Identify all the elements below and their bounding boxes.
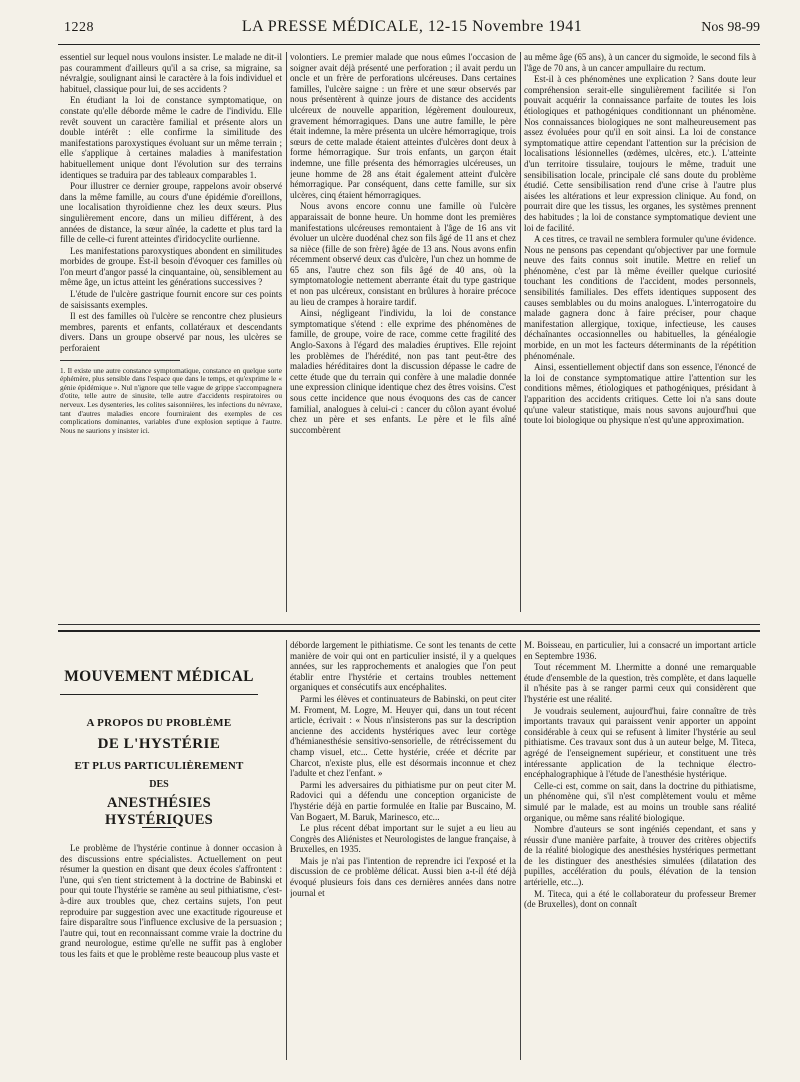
paragraph: Ainsi, négligeant l'individu, la loi de constance symptomatique s'étend : elle exprime des phénomènes de famille, de groupe, voire de race, comme cette fragilité des Anglo-Saxons à l'égard des maladies éruptives. Elle rejoint les problèmes de l'hérédité, non pas tant peut-être des maladies héréditaires dont la discussion dépasse le cadre de cette étude que du terrain qui confère à une maladie donnée une expression clinique identique chez des êtres voisins. C'est sous cette incidence que nous évoquons des cas de cancer familial, analogues à celui-ci : cancer du côlon ayant évolué chez un père et ses enfants. Le père et le fils aîné succombèrent xyxy=(290,308,516,435)
journal-title: LA PRESSE MÉDICALE, 12-15 Novembre 1941 xyxy=(241,18,583,35)
paragraph: A ces titres, ce travail ne semblera formuler qu'une évidence. Nous ne pensons pas cependant qu'objectiver par une formule neuve des faits connus soit inutile. Mettre en relief un phénomène, c'est par là même éveiller quelque curiosité touchant les conditions de l'accident, modes personnels, sensibilités familiales. Des effets identiques supposent des causes semblables ou du moins analogues. L'interrogatoire du malade gagnera donc à faire préciser, pour chaque manifestation allergique, toxique, infectieuse, les causes déchaînantes occasionnelles ou habituelles, la généalogie morbide, en un mot les facteurs déterminants de la répétition phénoménale. xyxy=(524,234,756,361)
paragraph: Tout récemment M. Lhermitte a donné une remarquable étude d'ensemble de la question, très complète, et dans laquelle il n'hésite pas à se ranger parmi ceux qui considèrent que l'hystérie est une réalité. xyxy=(524,662,756,704)
top-column-1 xyxy=(60,52,282,618)
article-title-line-2: DE L'HYSTÉRIE xyxy=(97,736,221,752)
paragraph: Les manifestations paroxystiques abondent en similitudes morbides de groupe. Est-il besoin d'évoquer ces familles où l'on meurt d'angor passé la cinquantaine, où, sensiblement au même âge, un ictus atteint les générations successives ? xyxy=(60,245,282,288)
column-divider xyxy=(520,640,521,1060)
paragraph: Celle-ci est, comme on sait, dans la doctrine du pithiatisme, un phénomène qui, s'il n'est complètement voulu et même simulé par le malade, est au moins un trouble sans réalité organique, ou même sans réalité biologique. xyxy=(524,780,756,823)
paragraph: M. Titeca, qui a été le collaborateur du professeur Bremer (de Bruxelles), dont on connaît xyxy=(524,888,756,910)
issue-number: Nos 98-99 xyxy=(701,20,760,35)
article-title-line-3: ET PLUS PARTICULIÈREMENT xyxy=(74,760,244,772)
column-divider xyxy=(520,52,521,612)
paragraph: Le plus récent débat important sur le sujet a eu lieu au Congrès des Aliénistes et Neurologistes de langue française, à Bruxelles, en 1935. xyxy=(290,823,516,855)
column-divider xyxy=(286,52,287,612)
paragraph: Pour illustrer ce dernier groupe, rappelons avoir observé dans la même famille, au cours d'une épidémie d'oreillons, une localisation thyroïdienne chez les deux sœurs. Plus singulièrement encore, dans un milieu différent, à des années de distance, la sœur aînée, la cadette et plus tard la fille de celle-ci furent atteintes d'iridocyclite ourlienne. xyxy=(60,181,282,245)
paragraph: essentiel sur lequel nous voulons insister. Le malade ne dit-il pas couramment d'ailleurs qu'il a sa crise, sa migraine, sa névralgie, soulignant ainsi le caractère à la fois individuel et habituel, classique pour lui, de ses accidents ? xyxy=(60,52,282,94)
article-title-line-4: DES xyxy=(149,779,169,790)
bottom-column-3 xyxy=(524,640,756,1064)
paragraph: Le problème de l'hystérie continue à donner occasion à des discussions entre spécialistes. Actuellement on peut résumer la question en disant que deux écoles s'affrontent : l'une, qui s'en tient strictement à la doctrine de Babinski et pour qui toute l'hystérie se ramène au seul pithiatisme, c'est-à-dire aux troubles que, chez certains sujets, l'on peut reproduire par suggestion avec une exactitude rigoureuse et faire disparaître sous l'influence exclusive de la persuasion ; l'autre qui, tout en reconnaissant comme vraie la doctrine du grand neurologue, estime qu'elle ne suffit pas à englober tous les faits et que le problème reste beaucoup plus vaste et xyxy=(60,843,282,959)
section-rule xyxy=(58,624,760,625)
top-column-3 xyxy=(524,52,756,618)
header-rule xyxy=(58,44,760,45)
paragraph: Il est des familles où l'ulcère se rencontre chez plusieurs membres, parents et enfants, collatéraux et descendants divers. Dans un groupe observé par nous, les ulcères se perforaient xyxy=(60,311,282,354)
paragraph: Je voudrais seulement, aujourd'hui, faire connaître de très importants travaux qui paraissent venir apporter un appoint considérable à ceux qui se refusent à limiter l'hystérie au seul pithiatisme. Ces travaux sont dus à un auteur belge, M. Titeca, agrégé de l'enseignement supérieur, et constituent une très intéressante application de la technique électro-encéphalographique à l'étude de l'anesthésie hystérique. xyxy=(524,705,756,780)
column-divider xyxy=(286,640,287,1060)
page-header xyxy=(64,14,760,40)
paragraph: Nous avons encore connu une famille où l'ulcère apparaissait de bonne heure. Un homme dont les premières manifestations ulcéreuses remontaient à l'âge de 16 ans vit évoluer un ulcère duodénal chez son fils âgé de 11 ans et chez sa nièce (fille de son frère) âgée de 13 ans. Nous avons enfin récemment observé deux cas d'ulcère, l'un chez un homme de 65 ans, l'autre chez son fils âgé de 40 ans, où la symptomatologie nettement aberrante était du type gastrique et non pas ulcéreux, consistant en brûlures à horaire précoce au lieu de crampes à horaire tardif. xyxy=(290,201,516,307)
bottom-column-1 xyxy=(60,843,282,1063)
section-rule-heavy xyxy=(58,630,760,632)
page-number: 1228 xyxy=(64,20,94,35)
section-heading: MOUVEMENT MÉDICAL xyxy=(64,668,254,685)
paragraph: Nombre d'auteurs se sont ingéniés cependant, et sans y réussir d'une manière parfaite, à trouver des critères objectifs de la réalité biologique des anesthésies hystériques permettant de les distinguer des anesthésies simulées (dilatation des pupilles, accélération du pouls, élévation de la tension artérielle, etc...). xyxy=(524,824,756,888)
article-title-line-1: A PROPOS DU PROBLÈME xyxy=(86,717,232,729)
paragraph: Est-il à ces phénomènes une explication ? Sans doute leur compréhension serait-elle singulièrement facilitée si l'on pouvait acquérir la connaissance parfaite de toutes les lois étiologiques et pathogéniques conditionnant un phénomène. Nos connaissances biologiques ne sont malheureusement pas assez évoluées pour qu'il en soit ainsi. La loi de constance symptomatique attire cependant l'attention sur la précision de localisations lésionnelles (œdèmes, ulcères, etc.). L'atteinte d'un territoire tissulaire, toujours le même, traduit une sensibilisation locale, principale clé sans doute du problème étudié. Cette sensibilisation rend d'une crise à l'autre plus aisées les altérations et leur expression clinique. Au fond, on pourrait dire que les tissus, les organes, les systèmes prennent des habitudes ; la loi de constance symptomatique devient une loi de facilité. xyxy=(524,74,756,233)
paragraph: au même âge (65 ans), à un cancer du sigmoïde, le second fils à l'âge de 70 ans, à un cancer ampullaire du rectum. xyxy=(524,52,756,73)
paragraph: déborde largement le pithiatisme. Ce sont les tenants de cette manière de voir qui ont en particulier insisté, il y a quelques années, sur les rapprochements et analogies que l'on peut établir entre l'hystérie et certains troubles nettement organiques et consécutifs aux encéphalites. xyxy=(290,640,516,693)
paragraph: Parmi les adversaires du pithiatisme pur on peut citer M. Radovici qui a défendu une conception organiciste de l'hystérie déjà en partie formulée en Italie par Buscaino, M. Van Bogaert, M. Baruk, Marinesco, etc... xyxy=(290,779,516,822)
top-column-2 xyxy=(290,52,516,618)
paragraph: En étudiant la loi de constance symptomatique, on constate qu'elle déborde même le cadre de l'individu. Elle revêt souvent un caractère familial et présente alors un double intérêt : elle confirme la similitude des manifestations paroxystiques évoluant sur un même terrain ; elle s'applique à certaines maladies à manifestation habituellement unique dont l'évolution sur des terrains identiques se traduira par des tableaux comparables 1. xyxy=(60,95,282,180)
paragraph: volontiers. Le premier malade que nous eûmes l'occasion de soigner avait déjà présenté une perforation ; il avait perdu un oncle et un frère de perforations ulcéreuses. Dans certaines familles, l'ulcère saigne : un frère et une sœur observés par nous présentèrent à quinze jours de distance des accidents ulcéreux de nouvelle apparition, légèrement douloureux, gravement hémorragiques. Dans une autre famille, le père était indemne, la mère présenta un ulcère hémorragique, trois sœurs de cette malade étaient atteintes d'ulcères dont deux à forme hémorragique. Sur trois enfants, un garçon était indemne, une fille présenta des hémorragies ulcéreuses, un jeune homme de 28 ans était également atteint d'ulcère hémorragique. Par conséquent, dans cette famille, sur six ulcères, cinq étaient hémorragiques. xyxy=(290,52,516,200)
paragraph: M. Boisseau, en particulier, lui a consacré un important article en Septembre 1936. xyxy=(524,640,756,661)
heading-rule xyxy=(60,694,258,695)
paragraph: L'étude de l'ulcère gastrique fournit encore sur ces points de saisissants exemples. xyxy=(60,289,282,310)
paragraph: Ainsi, essentiellement objectif dans son essence, l'énoncé de la loi de constance symptomatique attire l'attention sur les conditions mêmes, étiologiques et pathogéniques, présidant à l'apparition des accidents critiques. Cette loi n'a sans doute qu'une valeur statistique, mais nous savons aujourd'hui que toute loi biologique ou physique n'est qu'une approximation. xyxy=(524,362,756,426)
title-rule xyxy=(142,827,176,828)
article-title-line-5: ANESTHÉSIES HYSTÉRIQUES xyxy=(104,795,214,828)
paragraph: Mais je n'ai pas l'intention de reprendre ici l'exposé et la discussion de ce problème délicat. Aussi bien a-t-il été déjà évoqué plusieurs fois dans ces dernières années dans notre journal et xyxy=(290,855,516,898)
bottom-column-2 xyxy=(290,640,516,1064)
footnote: 1. Il existe une autre constance symptomatique, constance en quelque sorte éphémère, plus sensible dans l'espace que dans le temps, et qu'exprime le « génie épidémique ». Nul n'ignore que telle vague de grippe s'accompagnera d'otite, telle autre de sinusite, telle autre d'accidents respiratoires ou nerveux. Les dysenteries, les colites saisonnières, les infections du névraxe, tant d'autres maladies encore fourniraient des exemples de ces complications dominantes, variables d'une explosion septique à l'autre. Nous ne saurions y insister ici. xyxy=(60,365,282,435)
paragraph: Parmi les élèves et continuateurs de Babinski, on peut citer M. Froment, M. Logre, M. Heuyer qui, dans un tout récent article, écrivait : « Nous n'insisterons pas sur la description ancienne des accidents hystériques avec leur cortège d'hémianesthésie sensitivo-sensorielle, de rétrécissement du champ visuel, etc... Cette hystérie, créée et décrite par Charcot, n'existe plus, elle est désormais inconnue et chez l'adulte et chez l'enfant. » xyxy=(290,693,516,779)
footnote-rule xyxy=(60,360,180,361)
